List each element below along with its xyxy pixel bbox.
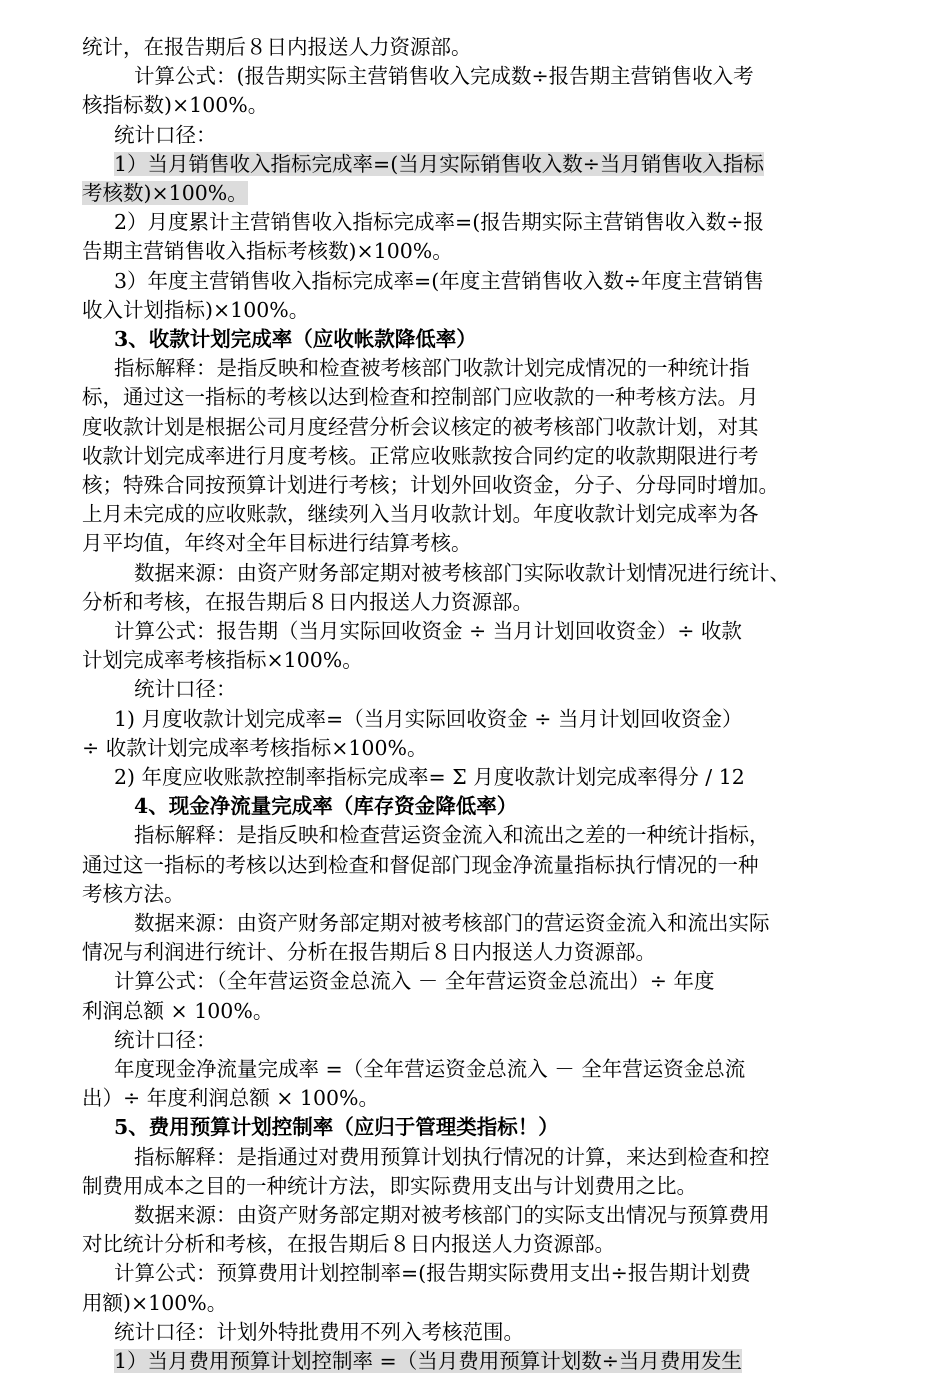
line-text: 收款计划完成率进行月度考核。正常应收账款按合同约定的收款期限进行考 — [82, 443, 759, 468]
line-text: 1）当月销售收入指标完成率=(当月实际销售收入数÷当月销售收入指标 — [114, 151, 764, 176]
line-text: 统计口径： — [134, 677, 237, 702]
text-line — [82, 1230, 872, 1259]
line-text: 数据来源：由资产财务部定期对被考核部门的营运资金流入和流出实际 — [134, 911, 770, 935]
text-line — [82, 208, 904, 237]
text-line — [82, 588, 872, 617]
line-text: 制费用成本之目的一种统计方法，即实际费用支出与计划费用之比。 — [82, 1173, 697, 1198]
text-line — [82, 150, 904, 179]
line-text: 统计，在报告期后８日内报送人力资源部。 — [82, 35, 472, 59]
text-line — [82, 237, 872, 266]
line-text: 计算公式：(报告期实际主营销售收入完成数÷报告期主营销售收入考 — [134, 64, 754, 89]
text-line — [82, 529, 872, 558]
line-text: 计算公式：报告期（当月实际回收资金 ÷ 当月计划回收资金）÷ 收款 — [114, 619, 742, 643]
line-text: 指标解释：是指通过对费用预算计划执行情况的计算，来达到检查和控 — [134, 1144, 770, 1169]
text-line — [82, 967, 904, 996]
line-text: 出）÷ 年度利润总额 × 100%。 — [82, 1086, 380, 1111]
text-line — [82, 471, 872, 500]
section-heading — [82, 1113, 904, 1142]
text-line — [82, 1143, 924, 1172]
line-text: 统计口径： — [114, 122, 217, 147]
line-text: 核指标数)×100%。 — [82, 93, 269, 118]
text-line — [82, 1347, 904, 1376]
line-text: 考核数)×100%。 — [82, 181, 248, 205]
text-line — [82, 1259, 904, 1288]
text-line — [82, 880, 872, 909]
text-line — [82, 354, 904, 383]
text-line — [82, 646, 872, 675]
text-line — [82, 1026, 904, 1055]
text-line — [82, 1289, 872, 1318]
line-text: 告期主营销售收入指标考核数)×100%。 — [82, 239, 453, 264]
line-text: 分析和考核，在报告期后８日内报送人力资源部。 — [82, 589, 533, 614]
line-text: 数据来源：由资产财务部定期对被考核部门实际收款计划情况进行统计、 — [134, 560, 790, 585]
line-text: 核；特殊合同按预算计划进行考核；计划外回收资金，分子、分母同时增加。 — [82, 473, 779, 497]
line-text: 通过这一指标的考核以达到检查和督促部门现金净流量指标执行情况的一种 — [82, 852, 759, 877]
line-text: 1）当月费用预算计划控制率 =（当月费用预算计划数÷当月费用发生 — [114, 1349, 742, 1373]
text-line — [82, 705, 904, 734]
text-line — [82, 997, 872, 1026]
line-text: ÷ 收款计划完成率考核指标×100%。 — [82, 735, 428, 760]
text-line — [82, 91, 872, 120]
text-line — [82, 938, 872, 967]
line-text: 指标解释：是指反映和检查被考核部门收款计划完成情况的一种统计指 — [114, 356, 750, 381]
line-text: 1) 月度收款计划完成率=（当月实际回收资金 ÷ 当月计划回收资金） — [114, 706, 743, 731]
text-line — [82, 909, 924, 938]
text-line — [82, 1201, 924, 1230]
line-text: 收入计划指标)×100%。 — [82, 297, 310, 322]
line-text: 3、收款计划完成率（应收帐款降低率） — [114, 327, 477, 351]
section-heading — [82, 792, 924, 821]
text-line — [82, 500, 872, 529]
text-line — [82, 383, 872, 412]
text-line — [82, 763, 904, 792]
text-line — [82, 267, 904, 296]
line-text: 3）年度主营销售收入指标完成率=(年度主营销售收入数÷年度主营销售 — [114, 268, 764, 293]
line-text: 2）月度累计主营销售收入指标完成率=(报告期实际主营销售收入数÷报 — [114, 210, 764, 235]
line-text: 上月未完成的应收账款，继续列入当月收款计划。年度收款计划完成率为各 — [82, 502, 759, 527]
text-line — [82, 413, 872, 442]
text-line — [82, 121, 904, 150]
line-text: 统计口径：计划外特批费用不列入考核范围。 — [114, 1319, 524, 1344]
line-text: 计算公式：预算费用计划控制率=(报告期实际费用支出÷报告期计划费 — [114, 1261, 751, 1286]
line-text: 情况与利润进行统计、分析在报告期后８日内报送人力资源部。 — [82, 940, 656, 965]
line-text: 考核方法。 — [82, 881, 185, 906]
text-line — [82, 675, 924, 704]
text-line — [82, 1084, 872, 1113]
text-line — [82, 617, 904, 646]
text-line — [82, 734, 872, 763]
line-text: 指标解释：是指反映和检查营运资金流入和流出之差的一种统计指标， — [134, 823, 770, 848]
text-line — [82, 1055, 904, 1084]
text-line — [82, 62, 924, 91]
line-text: 计算公式：（全年营运资金总流入 － 全年营运资金总流出）÷ 年度 — [114, 969, 715, 994]
text-line — [82, 179, 872, 208]
line-text: 年度现金净流量完成率 =（全年营运资金总流入 － 全年营运资金总流 — [114, 1057, 746, 1081]
section-heading — [82, 325, 904, 354]
text-line — [82, 296, 872, 325]
line-text: 月平均值，年终对全年目标进行结算考核。 — [82, 531, 472, 556]
line-text: 对比统计分析和考核，在报告期后８日内报送人力资源部。 — [82, 1232, 615, 1257]
line-text: 标，通过这一指标的考核以达到检查和控制部门应收款的一种考核方法。月 — [82, 385, 759, 410]
text-line — [82, 442, 872, 471]
line-text: 用额)×100%。 — [82, 1290, 228, 1315]
line-text: 利润总额 × 100%。 — [82, 998, 274, 1023]
text-line — [82, 851, 872, 880]
line-text: 数据来源：由资产财务部定期对被考核部门的实际支出情况与预算费用 — [134, 1203, 770, 1227]
text-line — [82, 559, 924, 588]
line-text: 4、现金净流量完成率（库存资金降低率） — [134, 794, 518, 819]
text-line — [82, 821, 924, 850]
line-text: 计划完成率考核指标×100%。 — [82, 648, 363, 673]
line-text: 2) 年度应收账款控制率指标完成率= Σ 月度收款计划完成率得分 / 12 — [114, 765, 745, 789]
text-line — [82, 1172, 872, 1201]
text-line — [82, 1318, 904, 1347]
line-text: 统计口径： — [114, 1027, 217, 1052]
line-text: 5、费用预算计划控制率（应归于管理类指标！） — [114, 1115, 559, 1140]
line-text: 度收款计划是根据公司月度经营分析会议核定的被考核部门收款计划，对其 — [82, 414, 759, 439]
text-line — [82, 33, 872, 62]
